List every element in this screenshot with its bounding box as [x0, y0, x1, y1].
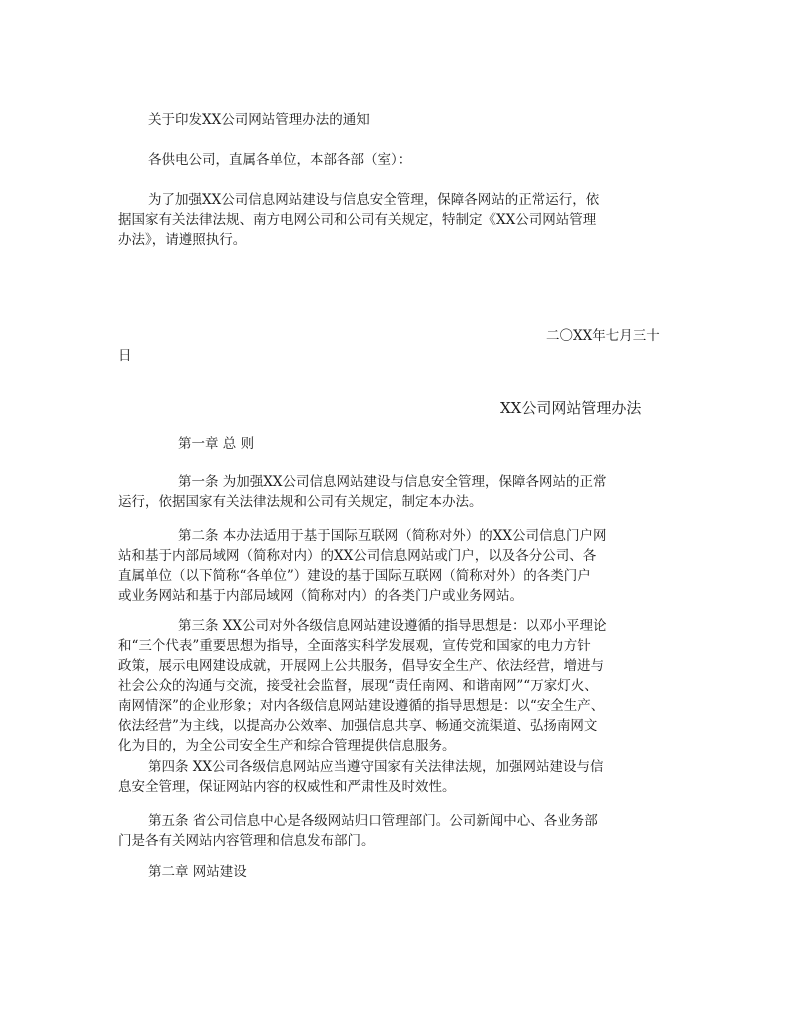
article-line: 和“三个代表”重要思想为指导，全面落实科学发展观，宣传党和国家的电力方针: [118, 638, 591, 654]
notice-recipients: 各供电公司，直属各单位，本部各部（室）：: [148, 152, 412, 168]
article-line: 第三条 XX公司对外各级信息网站建设遵循的指导思想是：以邓小平理论: [178, 618, 607, 634]
article-line: 第二条 本办法适用于基于国际互联网（简称对外）的XX公司信息门户网: [178, 528, 607, 544]
article-line: 息安全管理，保证网站内容的权威性和严肃性及时效性。: [118, 779, 456, 795]
article-line: 南网情深”的企业形象；对内各级信息网站建设遵循的指导思想是：以“安全生产、: [118, 698, 605, 714]
article-line: 政策，展示电网建设成就，开展网上公共服务，倡导安全生产、依法经营，增进与: [118, 658, 604, 674]
article-line: 社会公众的沟通与交流，接受社会监督，展现“责任南网、和谐南网”“万家灯火、: [118, 678, 598, 694]
article-line: 化为目的，为全公司安全生产和综合管理提供信息服务。: [118, 738, 456, 754]
notice-date: 二〇XX年七月三十: [546, 328, 660, 344]
document-title: XX公司网站管理办法: [500, 399, 642, 417]
article-4: [118, 757, 678, 797]
notice-body: [118, 190, 678, 250]
article-line: 或业务网站和基于内部局域网（简称对内）的各类门户或业务网站。: [118, 588, 523, 604]
article-5: [118, 811, 678, 851]
article-3: [118, 616, 678, 756]
article-line: 第五条 省公司信息中心是各级网站归口管理部门。公司新闻中心、各业务部: [148, 813, 598, 829]
chapter-heading: 第二章 网站建设: [148, 864, 247, 880]
chapter-heading: 第一章 总 则: [178, 436, 255, 452]
article-2: [118, 526, 678, 606]
article-1: [118, 472, 678, 512]
article-line: 依法经营”为主线，以提高办公效率、加强信息共享、畅通交流渠道、弘扬南网文: [118, 718, 598, 734]
notice-body-line: 据国家有关法律法规、南方电网公司和公司有关规定，特制定《XX公司网站管理: [118, 212, 597, 228]
notice-body-line: 为了加强XX公司信息网站建设与信息安全管理，保障各网站的正常运行，依: [148, 192, 600, 208]
notice-title: 关于印发XX公司网站管理办法的通知: [148, 112, 370, 128]
article-line: 运行，依据国家有关法律法规和公司有关规定，制定本办法。: [118, 494, 483, 510]
notice-date-continued: 日: [118, 348, 132, 364]
article-line: 第四条 XX公司各级信息网站应当遵守国家有关法律法规，加强网站建设与信: [148, 759, 604, 775]
article-line: 站和基于内部局域网（简称对内）的XX公司信息网站或门户，以及各分公司、各: [118, 548, 597, 564]
article-line: 直属单位（以下简称“各单位”）建设的基于国际互联网（简称对外）的各类门户: [118, 568, 591, 584]
article-line: 第一条 为加强XX公司信息网站建设与信息安全管理，保障各网站的正常: [178, 474, 607, 490]
article-line: 门是各有关网站内容管理和信息发布部门。: [118, 833, 375, 849]
notice-body-line: 办法》，请遵照执行。: [118, 232, 247, 248]
